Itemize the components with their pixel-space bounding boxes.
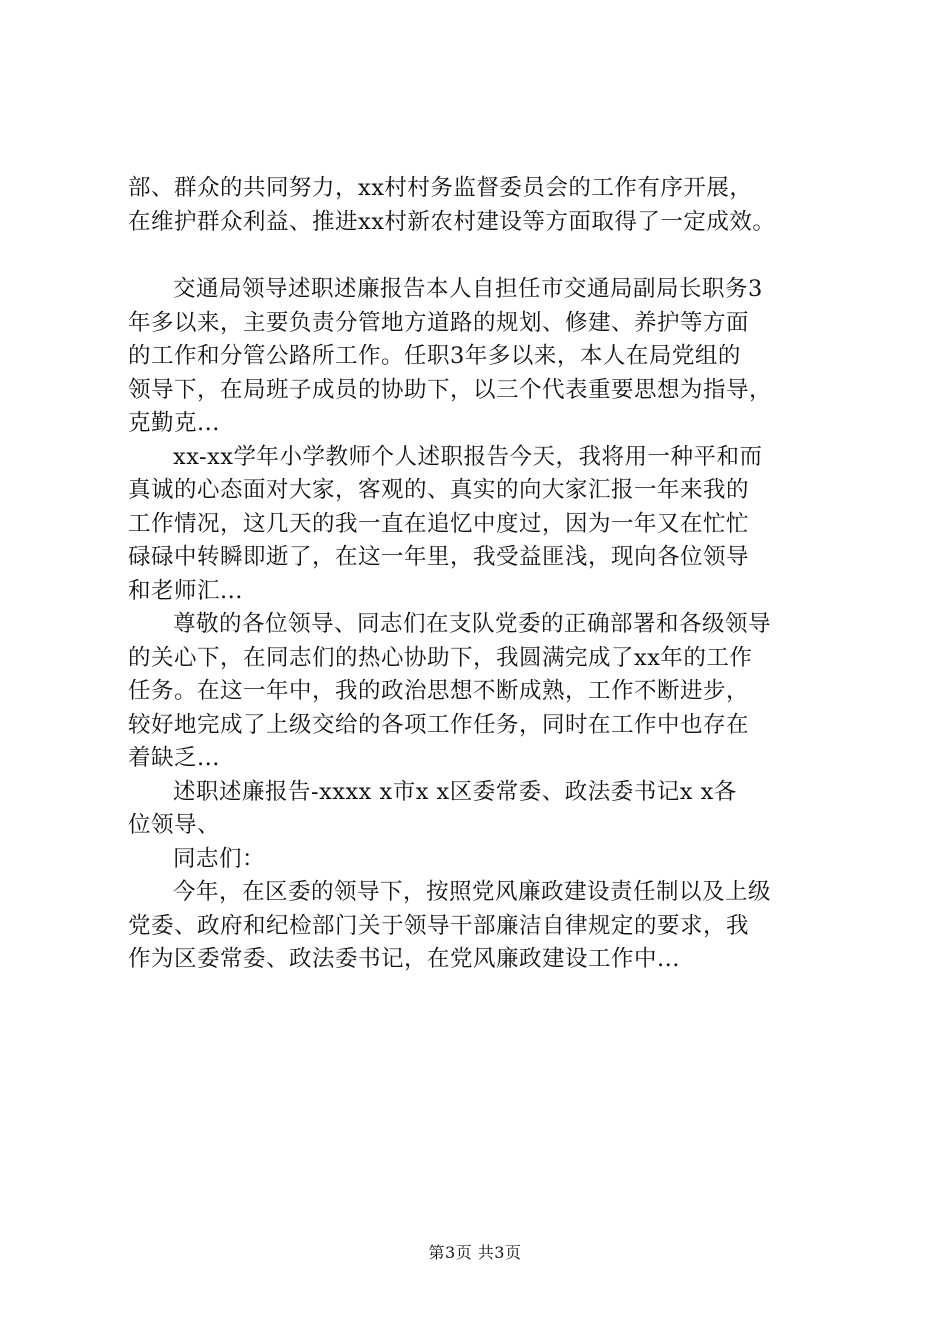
text-line: 位领导、 xyxy=(128,812,221,838)
page-number-label: 第3页 共3页 xyxy=(428,1243,522,1262)
text-line: 的关心下，在同志们的热心协助下，我圆满完成了xx年的工作 xyxy=(128,644,753,671)
text-line: 着缺乏... xyxy=(128,745,220,771)
paragraph-gap xyxy=(128,239,840,273)
text-line: 克勤克... xyxy=(128,410,220,436)
text-line: 和老师汇... xyxy=(128,577,243,604)
paragraph-start-line: xx-xx学年小学教师个人述职报告今天，我将用一种平和而 xyxy=(173,443,763,470)
document-body xyxy=(128,172,840,977)
text-line: 工作情况，这几天的我一直在追忆中度过，因为一年又在忙忙 xyxy=(128,510,750,537)
text-line: 年多以来，主要负责分管地方道路的规划、修建、养护等方面 xyxy=(128,309,750,336)
page-footer xyxy=(0,1243,950,1263)
paragraph-start-line: 述职述廉报告-xxxx x市x x区委常委、政法委书记x x各 xyxy=(173,778,737,805)
text-line: 在维护群众利益、推进xx村新农村建设等方面取得了一定成效。 xyxy=(128,208,776,235)
paragraph-start-line: 交通局领导述职述廉报告本人自担任市交通局副局长职务3 xyxy=(173,276,763,302)
text-line: 领导下，在局班子成员的协助下，以三个代表重要思想为指导， xyxy=(128,376,773,403)
paragraph-start-line: 尊敬的各位领导、同志们在支队党委的正确部署和各级领导 xyxy=(173,611,772,637)
text-line: 作为区委常委、政法委书记，在党风廉政建设工作中... xyxy=(128,946,680,972)
paragraph-start-line: 今年，在区委的领导下，按照党风廉政建设责任制以及上级 xyxy=(173,879,772,905)
text-line: 真诚的心态面对大家，客观的、真实的向大家汇报一年来我的 xyxy=(128,477,750,503)
text-line: 任务。在这一年中，我的政治思想不断成熟，工作不断进步， xyxy=(128,678,750,704)
text-line: 碌碌中转瞬即逝了，在这一年里，我受益匪浅，现向各位领导 xyxy=(128,544,750,570)
text-line: 党委、政府和纪检部门关于领导干部廉洁自律规定的要求，我 xyxy=(128,912,750,939)
text-line: 的工作和分管公路所工作。任职3年多以来，本人在局党组的 xyxy=(128,343,741,369)
text-line: 较好地完成了上级交给的各项工作任务，同时在工作中也存在 xyxy=(128,711,750,738)
paragraph-start-line: 同志们： xyxy=(173,845,266,872)
text-line: 部、群众的共同努力，xx村村务监督委员会的工作有序开展， xyxy=(128,175,753,201)
